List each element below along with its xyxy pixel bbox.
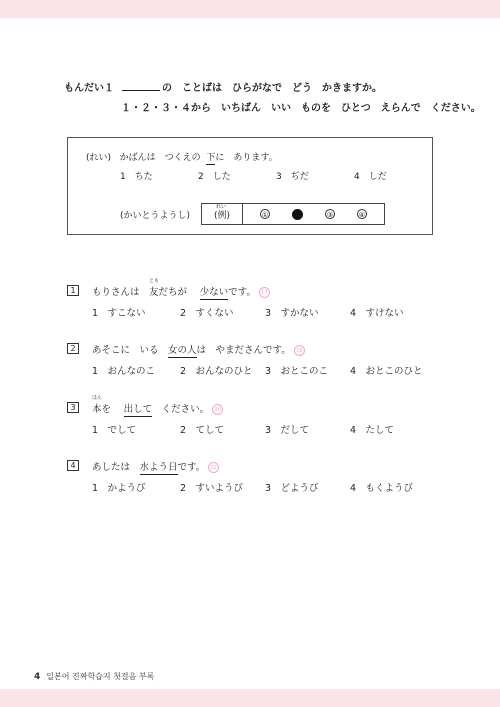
bottom-band bbox=[0, 689, 500, 707]
question-text-4 bbox=[92, 459, 219, 473]
example-option-4: 4 しだ bbox=[354, 172, 387, 182]
reference-marker: 17 bbox=[259, 287, 270, 298]
rei-ruby: れい bbox=[216, 204, 227, 210]
q4-option-3: 3 どようび bbox=[265, 483, 319, 494]
page-footer bbox=[34, 671, 154, 682]
example-underlined: 下 bbox=[206, 153, 216, 163]
q1-option-4: 4 すけない bbox=[350, 308, 404, 319]
mondai-label: もんだい１ bbox=[64, 83, 114, 94]
example-option-1: 1 ちた bbox=[120, 172, 153, 182]
q4-option-1: 1 かようび bbox=[92, 483, 146, 494]
page-number: 4 bbox=[34, 672, 41, 682]
book-title: 일본어 진짜학습지 첫걸음 부록 bbox=[46, 672, 155, 681]
reference-marker: 22 bbox=[208, 462, 219, 473]
q1-option-1: 1 すこない bbox=[92, 308, 146, 319]
mark-1: ① bbox=[261, 211, 269, 219]
answer-sheet-label: (かいとうようし) bbox=[120, 211, 191, 221]
q1-option-2: 2 すくない bbox=[180, 308, 234, 319]
q4-text-c: です。 bbox=[177, 462, 206, 473]
question-number-1: 1 bbox=[67, 285, 79, 296]
q4-underlined: 水よう日 bbox=[139, 462, 178, 473]
q3-ruby-base: 本 bbox=[92, 404, 102, 415]
q3-ruby: ほん bbox=[92, 395, 103, 401]
reference-marker: 18 bbox=[294, 345, 305, 356]
question-text-1 bbox=[92, 278, 270, 298]
q4-text-a: あしたは bbox=[92, 462, 140, 473]
q2-text-a: あそこに いる bbox=[92, 345, 169, 356]
q2-option-4: 4 おとこのひと bbox=[350, 366, 423, 377]
example-option-3: 3 ぢだ bbox=[276, 172, 309, 182]
q3-ruby-group bbox=[92, 395, 103, 415]
q3-text-c: ください。 bbox=[152, 404, 210, 415]
q2-underlined: 女の人 bbox=[168, 345, 197, 356]
blank-line bbox=[122, 81, 160, 91]
q2-option-1: 1 おんなのこ bbox=[92, 366, 156, 377]
q4-option-2: 2 すいようび bbox=[180, 483, 244, 494]
reference-marker: 20 bbox=[212, 404, 223, 415]
question-number-4: 4 bbox=[67, 460, 79, 471]
rei-label: (例) bbox=[213, 210, 231, 221]
q3-option-3: 3 だして bbox=[265, 425, 310, 436]
q3-underlined: 出して bbox=[123, 404, 153, 415]
question-text-2 bbox=[92, 342, 305, 356]
q1-ruby-base: 友 bbox=[149, 287, 159, 298]
mark-3: ③ bbox=[326, 211, 334, 219]
q3-text-b: を bbox=[101, 404, 121, 415]
example-box bbox=[67, 137, 433, 235]
q1-text-a: もりさんは bbox=[92, 287, 150, 298]
answer-sheet-example-cell bbox=[202, 204, 243, 224]
q1-ruby-group bbox=[149, 278, 160, 298]
q2-text-c: は やまださんです。 bbox=[196, 345, 291, 356]
instruction-line-2: １・２・３・４から いちばん いい ものを ひとつ えらんで ください。 bbox=[121, 103, 481, 114]
top-band bbox=[0, 0, 500, 18]
q1-text-c: です。 bbox=[228, 287, 256, 298]
question-number-2: 2 bbox=[67, 343, 79, 354]
example-option-2: 2 した bbox=[198, 172, 231, 182]
q1-underlined: 少ない bbox=[199, 287, 229, 298]
q4-option-4: 4 もくようび bbox=[350, 483, 414, 494]
q1-text-b: だちが bbox=[158, 287, 197, 298]
example-label: (れい) bbox=[86, 153, 112, 163]
example-sentence bbox=[86, 150, 278, 163]
q2-option-2: 2 おんなのひと bbox=[180, 366, 253, 377]
answer-sheet-marks bbox=[243, 204, 384, 224]
example-text-b: に あります。 bbox=[215, 153, 278, 163]
question-text-3 bbox=[92, 395, 223, 415]
q3-option-1: 1 でして bbox=[92, 425, 137, 436]
instruction-line-1 bbox=[64, 79, 382, 94]
mark-2-filled bbox=[292, 209, 303, 220]
question-number-3: 3 bbox=[67, 402, 79, 413]
q1-ruby: とも bbox=[149, 278, 160, 284]
q1-option-3: 3 すかない bbox=[265, 308, 319, 319]
example-text-a: かばんは つくえの bbox=[119, 153, 201, 163]
instruction-text-1: の ことばは ひらがなで どう かきますか。 bbox=[162, 83, 382, 94]
mark-4: ④ bbox=[358, 211, 366, 219]
q2-option-3: 3 おとこのこ bbox=[265, 366, 329, 377]
q3-option-2: 2 てして bbox=[180, 425, 225, 436]
answer-sheet-row bbox=[201, 203, 385, 225]
q3-option-4: 4 たして bbox=[350, 425, 395, 436]
